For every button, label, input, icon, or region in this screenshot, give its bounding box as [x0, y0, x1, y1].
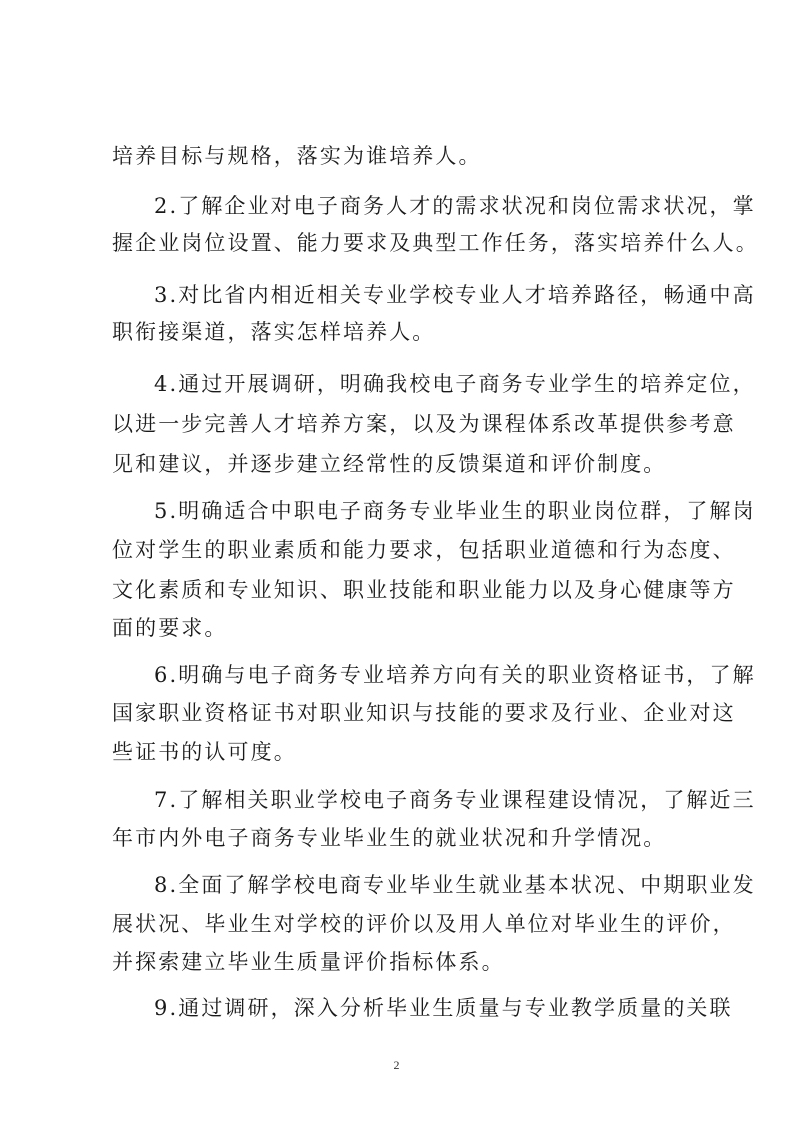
item-8-line-2: 展状况、毕业生对学校的评价以及用人单位对毕业生的评价， — [112, 912, 736, 936]
item-8-line-3: 并探索建立毕业生质量评价指标体系。 — [112, 950, 505, 974]
item-3-line-1: 3.对比省内相近相关专业学校专业人才培养路径，畅通中高 — [154, 283, 756, 307]
item-4-line-3: 见和建议，并逐步建立经常性的反馈渠道和评价制度。 — [112, 452, 667, 476]
item-4-line-2: 以进一步完善人才培养方案，以及为课程体系改革提供参考意 — [112, 412, 736, 436]
item-3-line-2: 职衔接渠道，落实怎样培养人。 — [112, 320, 436, 344]
item-5-line-2: 位对学生的职业素质和能力要求，包括职业道德和行为态度、 — [112, 538, 736, 562]
item-5-line-1: 5.明确适合中职电子商务专业毕业生的职业岗位群，了解岗 — [154, 499, 756, 523]
line-1: 培养目标与规格，落实为谁培养人。 — [112, 144, 482, 168]
item-9-line-1: 9.通过调研，深入分析毕业生质量与专业教学质量的关联 — [154, 996, 733, 1020]
item-8-line-1: 8.全面了解学校电商专业毕业生就业基本状况、中期职业发 — [154, 873, 756, 897]
item-2-line-1: 2.了解企业对电子商务人才的需求状况和岗位需求状况，掌 — [154, 194, 756, 218]
item-4-line-1: 4.通过开展调研，明确我校电子商务专业学生的培养定位， — [154, 372, 756, 396]
item-6-line-2: 国家职业资格证书对职业知识与技能的要求及行业、企业对这 — [112, 701, 736, 725]
item-7-line-2: 年市内外电子商务专业毕业生的就业状况和升学情况。 — [112, 826, 667, 850]
item-6-line-1: 6.明确与电子商务专业培养方向有关的职业资格证书，了解 — [154, 663, 756, 687]
item-7-line-1: 7.了解相关职业学校电子商务专业课程建设情况，了解近三 — [154, 788, 756, 812]
item-5-line-3: 文化素质和专业知识、职业技能和职业能力以及身心健康等方 — [112, 578, 736, 602]
item-2-line-2: 握企业岗位设置、能力要求及典型工作任务，落实培养什么人。 — [112, 231, 759, 255]
item-6-line-3: 些证书的认可度。 — [112, 740, 297, 764]
item-5-line-4: 面的要求。 — [112, 616, 228, 640]
page-number: 2 — [393, 1058, 400, 1072]
